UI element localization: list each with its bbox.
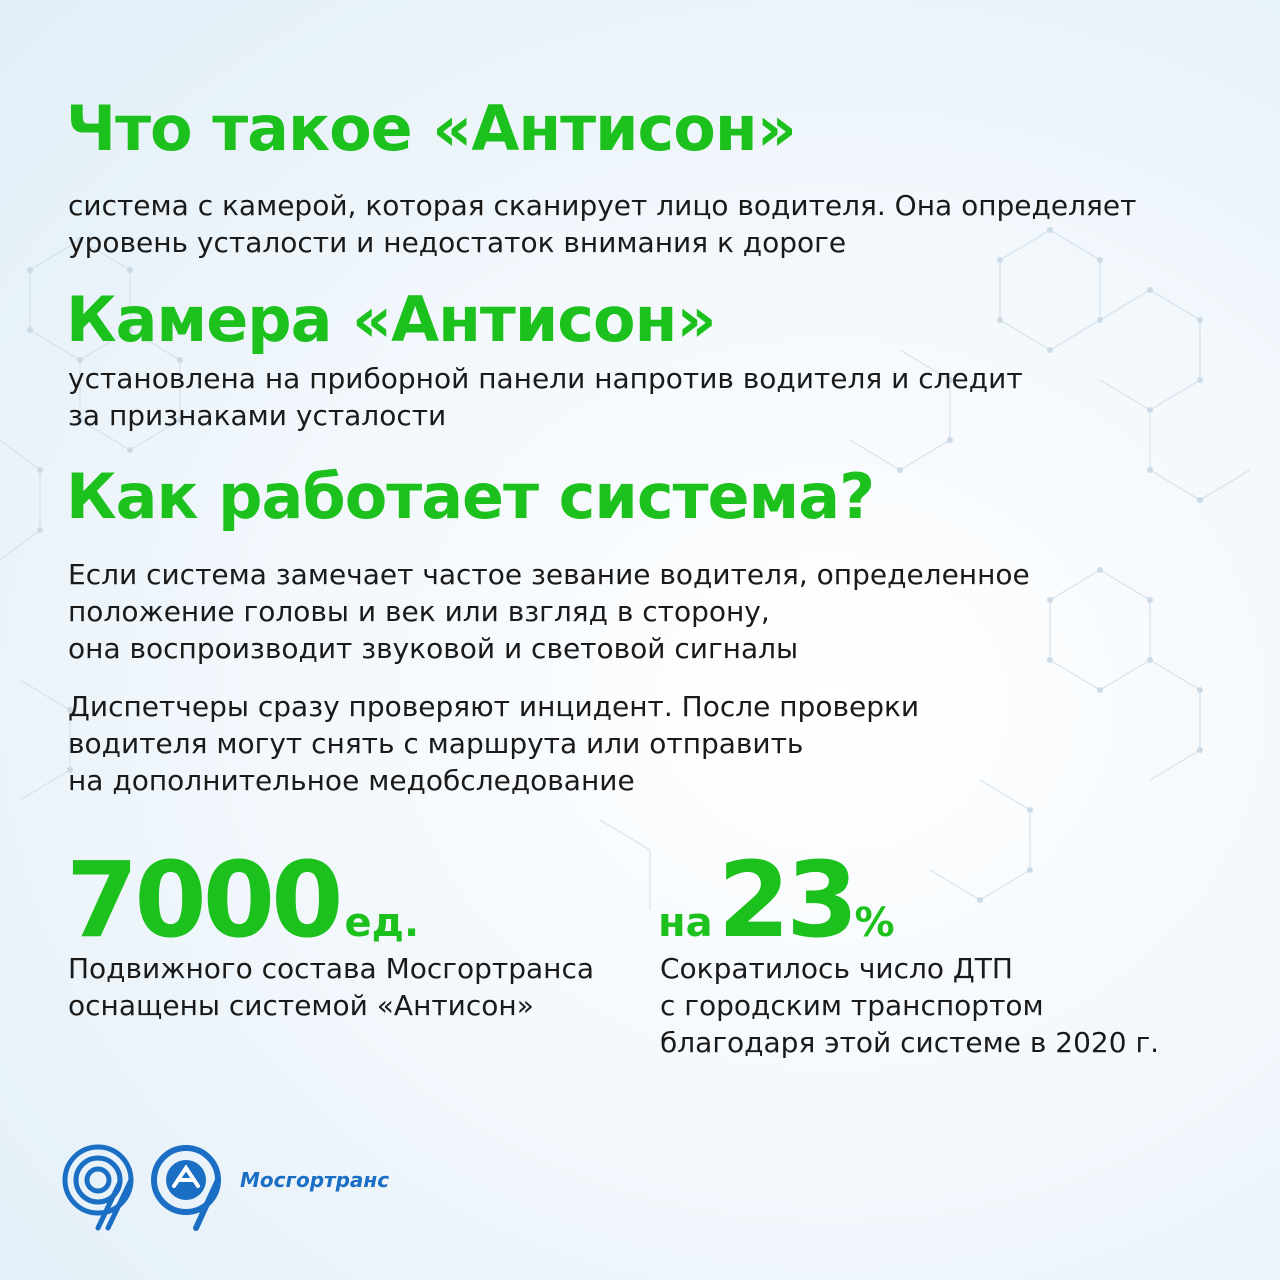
moscow-nine-logo xyxy=(58,1142,142,1232)
brand-name: Мосгортранс xyxy=(240,1168,390,1192)
stat-accidents xyxy=(658,839,895,961)
text-how-it-works: Если система замечает частое зевание водителя, определенное положение головы и век или взгляд в сторону, она воспроизводит звуковой и световой сигналы xyxy=(68,558,1030,665)
stat-accidents-value: 23 xyxy=(717,839,855,961)
title-camera-antison: Камера «Антисон» xyxy=(66,283,716,356)
stat-units-value: 7000 xyxy=(66,839,340,961)
text-camera-antison: установлена на приборной панели напротив водителя и следит за признаками усталости xyxy=(68,362,1023,432)
title-what-is-antison: Что такое «Антисон» xyxy=(66,92,796,165)
text-dispatchers: Диспетчеры сразу проверяют инцидент. После проверки водителя могут снять с маршрута или отправить на дополнительное медобследование xyxy=(68,690,920,797)
stat-units xyxy=(66,839,420,961)
title-how-it-works: Как работает система? xyxy=(66,460,875,533)
stat-accidents-caption: Сократилось число ДТП с городским транспортом благодаря этой системе в 2020 г. xyxy=(660,952,1160,1059)
stat-units-caption: Подвижного состава Мосгортранса оснащены системой «Антисон» xyxy=(68,952,594,1022)
stat-units-unit: ед. xyxy=(344,900,420,946)
mosgortrans-logo xyxy=(146,1142,230,1232)
stat-accidents-unit: % xyxy=(854,900,895,946)
text-what-is-antison: система с камерой, которая сканирует лицо водителя. Она определяет уровень усталости и недостаток внимания к дороге xyxy=(68,189,1137,259)
stat-accidents-prefix: на xyxy=(658,900,713,946)
